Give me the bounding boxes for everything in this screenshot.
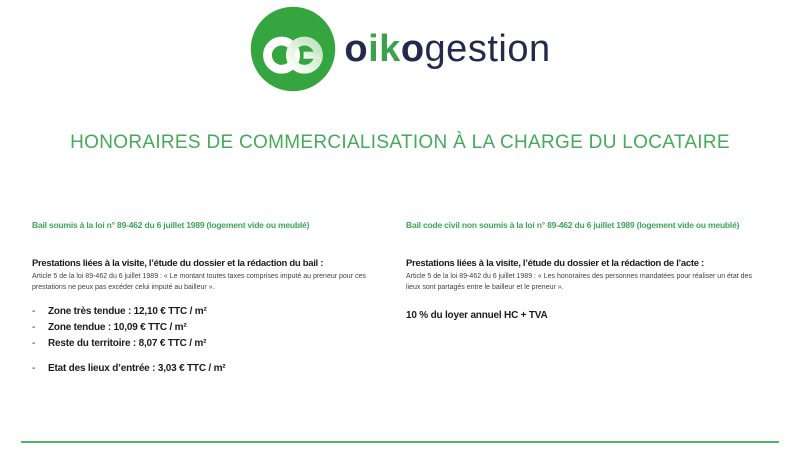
zone-price-list [32,305,388,375]
column-bail-loi-1989 [32,220,388,378]
bullet-dash: - [32,338,36,349]
bottom-divider [21,441,779,443]
page-title: HONORAIRES DE COMMERCIALISATION À LA CHARGE DU LOCATAIRE [70,132,730,153]
left-column-heading: Bail soumis à la loi n° 89-462 du 6 juillet 1989 (logement vide ou meublé) [32,220,310,230]
logo [0,5,800,93]
list-item-label: Zone très tendue : 12,10 € TTC / m² [48,306,207,317]
brand-wordmark [344,30,550,68]
list-item-label: Reste du territoire : 8,07 € TTC / m² [48,338,207,349]
list-item-etat-des-lieux [32,362,388,375]
left-column-subheading: Prestations liées à la visite, l’étude du dossier et la rédaction du bail : [32,258,324,269]
column-bail-code-civil [406,220,790,321]
brand-segment: o [344,28,369,70]
bullet-dash: - [32,363,36,374]
bullet-dash: - [32,322,36,333]
logo-og-monogram-icon [249,5,337,93]
brand-segment: ik [368,28,401,70]
list-item [32,321,388,334]
list-item [32,337,388,350]
right-column-subheading: Prestations liées à la visite, l’étude du dossier et la rédaction de l’acte : [406,258,704,269]
brand-segment: o [400,28,425,70]
list-item-label: Zone tendue : 10,09 € TTC / m² [48,322,187,333]
list-item [32,305,388,318]
annual-rent-fee-line: 10 % du loyer annuel HC + TVA [406,310,548,321]
right-column-heading: Bail code civil non soumis à la loi n° 89-462 du 6 juillet 1989 (logement vide ou meublé) [406,220,740,230]
bullet-dash: - [32,306,36,317]
list-item-label: Etat des lieux d’entrée : 3,03 € TTC / m² [48,363,226,374]
left-column-legal-note: Article 5 de la loi 89-462 du 6 juillet 1989 : « Le montant toutes taxes comprises imputé au preneur pour ces prestations ne peux pas excéder celui imputé au bailleur ». [32,273,366,291]
right-column-legal-note: Article 5 de la loi 89-462 du 6 juillet 1989 : « Les honoraires des personnes mandatées pour réaliser un état des lieux sont partagés entre le bailleur et le preneur ». [406,273,752,291]
brand-segment: gestion [424,28,551,70]
